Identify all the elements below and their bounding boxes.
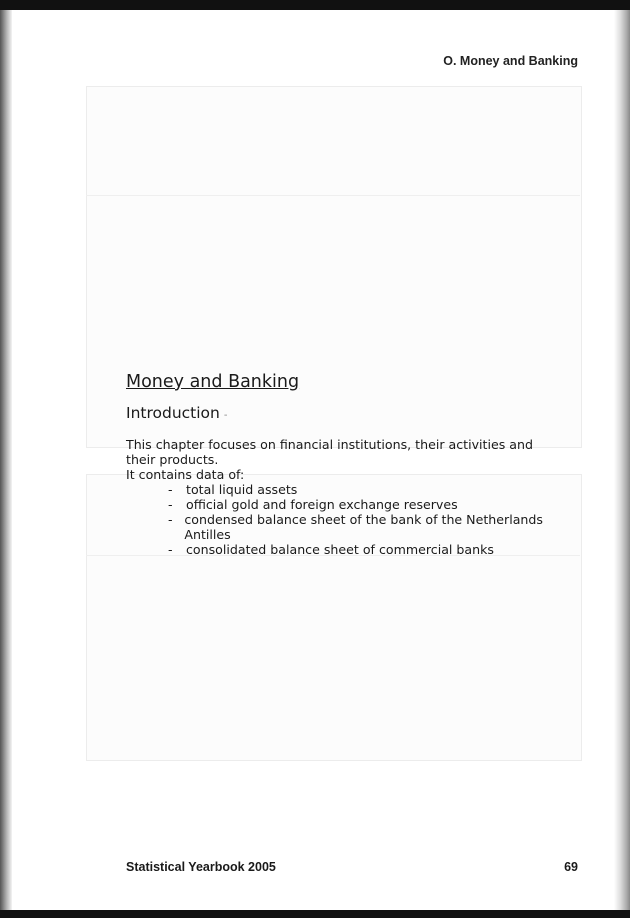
- publication-title: Statistical Yearbook 2005: [126, 860, 276, 874]
- scan-top-border: [0, 0, 630, 10]
- scan-left-edge: [0, 10, 12, 910]
- bleed-through-line: [86, 195, 580, 196]
- list-item: - consolidated balance sheet of commercial banks: [168, 542, 494, 557]
- scan-mark: -: [223, 410, 228, 421]
- list-item: - official gold and foreign exchange reserves: [168, 497, 458, 512]
- subtitle-text: Introduction: [126, 404, 220, 422]
- scan-right-edge: [614, 10, 630, 910]
- scan-bottom-border: [0, 910, 630, 918]
- page-footer: [126, 860, 578, 874]
- list-item: - condensed balance sheet of the bank of the Netherlands Antilles: [168, 512, 543, 542]
- intro-paragraph: This chapter focuses on financial institutions, their activities and their products.: [126, 437, 533, 467]
- list-item: - total liquid assets: [168, 482, 298, 497]
- bleed-through-table: [86, 86, 582, 448]
- intro-lead: It contains data of:: [126, 467, 245, 482]
- section-subtitle: [126, 404, 227, 422]
- section-body: [126, 437, 556, 557]
- running-header: O. Money and Banking: [443, 54, 578, 68]
- content-list: [126, 482, 556, 557]
- page-number: 69: [564, 860, 578, 874]
- section-title: Money and Banking: [126, 372, 300, 392]
